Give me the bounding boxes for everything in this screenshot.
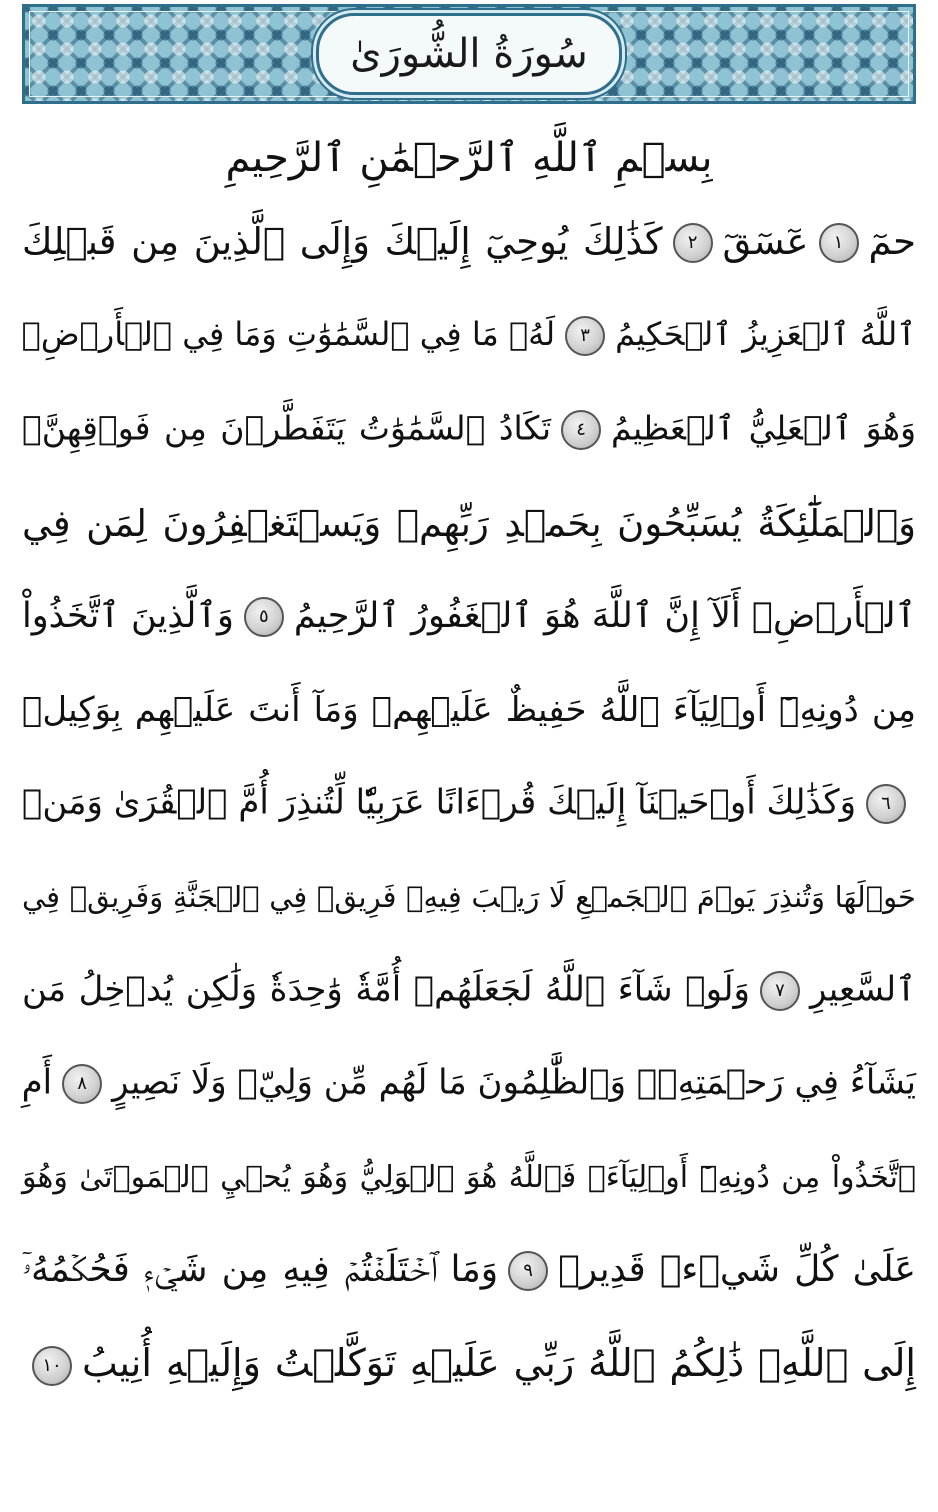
verse-line-text xyxy=(22,410,916,450)
verse-line xyxy=(22,570,916,664)
verse-text: ٱتَّخَذُواْ مِن دُونِهِۦٓ أَوۡلِيَآءَۖ فَٱللَّهُ هُوَ ٱلۡوَلِيُّ وَهُوَ يُحۡيِ ٱلۡمَوۡتَىٰ وَهُوَ xyxy=(22,1159,916,1195)
verse-line xyxy=(22,383,916,477)
verse-text: ٱلسَّعِيرِ xyxy=(809,969,916,1010)
verse-text: وَلَوۡ شَآءَ ٱللَّهُ لَجَعَلَهُمۡ أُمَّةٗ وَٰحِدَةٗ وَلَٰكِن يُدۡخِلُ مَن xyxy=(22,969,750,1010)
verse-line-text xyxy=(22,971,916,1011)
verse-line-text xyxy=(22,784,916,824)
verse-line xyxy=(22,757,916,851)
verse-text: ٱلۡأَرۡضِۗ أَلَآ إِنَّ ٱللَّهَ هُوَ ٱلۡغَفُورُ ٱلرَّحِيمُ xyxy=(293,595,917,636)
verse-lines xyxy=(22,196,916,1412)
surah-header-banner xyxy=(22,4,916,104)
verse-text: وَٱلۡمَلَٰٓئِكَةُ يُسَبِّحُونَ بِحَمۡدِ رَبِّهِمۡ وَيَسۡتَغۡفِرُونَ لِمَن فِي xyxy=(22,501,916,545)
verse-text: مِن دُونِهِۦٓ أَوۡلِيَآءَ ٱللَّهُ حَفِيظٌ عَلَيۡهِمۡ وَمَآ أَنتَ عَلَيۡهِم بِوَكِيلٖ xyxy=(22,690,916,731)
surah-title-cartouche xyxy=(316,13,622,95)
ayah-number-marker: ٣ xyxy=(565,316,605,356)
ayah-number-marker: ١ xyxy=(819,223,859,263)
ayah-number-marker: ٩ xyxy=(508,1251,548,1291)
verse-line-text xyxy=(22,1159,916,1195)
ayah-number-marker: ٤ xyxy=(561,410,601,450)
verse-text: كَذَٰلِكَ يُوحِيٓ إِلَيۡكَ وَإِلَى ٱلَّذِينَ مِن قَبۡلِكَ xyxy=(22,219,663,263)
verse-text: حَوۡلَهَا وَتُنذِرَ يَوۡمَ ٱلۡجَمۡعِ لَا رَيۡبَ فِيهِۚ فَرِيقٞ فِي ٱلۡجَنَّةِ وَفَرِيقٞ فِي xyxy=(22,879,916,914)
verse-line xyxy=(22,1225,916,1319)
verse-text: وَٱلَّذِينَ ٱتَّخَذُواْ xyxy=(22,595,234,636)
ayah-number-marker: ١٠ xyxy=(32,1346,72,1386)
verse-text: أَمِ xyxy=(21,1062,53,1103)
verse-text: يَشَآءُ فِي رَحۡمَتِهِۦۚ وَٱلظَّٰلِمُونَ مَا لَهُم مِّن وَلِيّٖ وَلَا نَصِيرٍ xyxy=(112,1062,916,1103)
verse-text: وَكَذَٰلِكَ أَوۡحَيۡنَآ إِلَيۡكَ قُرۡءَانًا عَرَبِيّٗا لِّتُنذِرَ أُمَّ ٱلۡقُرَىٰ وَمَنۡ xyxy=(22,782,856,823)
verse-line-text xyxy=(22,316,916,356)
verse-text: عٓسٓقٓ xyxy=(722,219,809,263)
ayah-number-marker: ٢ xyxy=(673,223,713,263)
verse-text: ٱللَّهُ ٱلۡعَزِيزُ ٱلۡحَكِيمُ xyxy=(615,315,916,354)
verse-line xyxy=(22,851,916,945)
verse-text: عَلَىٰ كُلِّ شَيۡءٖ قَدِيرٞ xyxy=(558,1249,916,1291)
verse-line xyxy=(22,944,916,1038)
verse-line xyxy=(22,664,916,758)
verse-line-text xyxy=(22,879,916,914)
verse-line-text xyxy=(22,219,916,264)
verse-line-text xyxy=(22,1341,916,1386)
verse-line-text xyxy=(22,1251,916,1291)
verse-line-text xyxy=(22,501,916,545)
verse-line xyxy=(22,477,916,571)
ayah-number-marker: ٧ xyxy=(760,971,800,1011)
verse-text: وَمَا ٱخۡتَلَفۡتُمۡ فِيهِ مِن شَيۡءٖ فَحُكۡمُهُۥٓ xyxy=(22,1249,499,1291)
verse-line xyxy=(22,1038,916,1132)
verse-text: تَكَادُ ٱلسَّمَٰوَٰتُ يَتَفَطَّرۡنَ مِن فَوۡقِهِنَّۚ xyxy=(22,408,552,448)
verse-line xyxy=(22,1318,916,1412)
verse-line xyxy=(22,290,916,384)
verse-text: وَهُوَ ٱلۡعَلِيُّ ٱلۡعَظِيمُ xyxy=(611,408,917,448)
verse-line xyxy=(22,196,916,290)
verse-line-text xyxy=(22,597,916,637)
verse-text: لَهُۥ مَا فِي ٱلسَّمَٰوَٰتِ وَمَا فِي ٱلۡأَرۡضِۖ xyxy=(21,315,556,354)
ayah-number-marker: ٦ xyxy=(866,784,906,824)
ayah-number-marker: ٥ xyxy=(244,597,284,637)
verse-line-text xyxy=(22,690,916,731)
surah-title: سُورَةُ الشُّورَىٰ xyxy=(350,31,588,77)
ayah-number-marker: ٨ xyxy=(62,1064,102,1104)
verse-text: إِلَى ٱللَّهِۚ ذَٰلِكُمُ ٱللَّهُ رَبِّي عَلَيۡهِ تَوَكَّلۡتُ وَإِلَيۡهِ أُنِيبُ xyxy=(82,1341,916,1385)
verse-line xyxy=(22,1131,916,1225)
verse-text: حمٓ xyxy=(868,219,916,263)
verse-line-text xyxy=(22,1064,916,1104)
basmala: بِسۡمِ ٱللَّهِ ٱلرَّحۡمَٰنِ ٱلرَّحِيمِ xyxy=(225,135,713,181)
